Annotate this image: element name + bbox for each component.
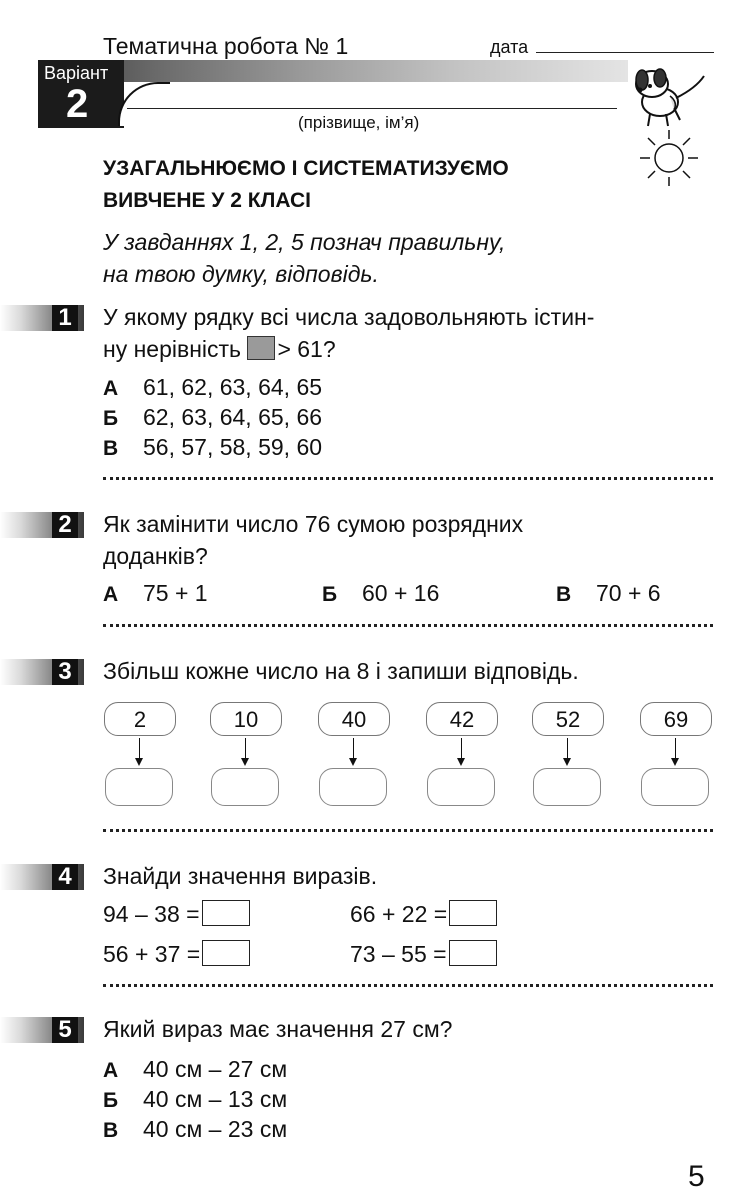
task-4-number: 4 [52,864,78,890]
option-letter: А [103,377,119,400]
number-box: 52 [532,702,604,736]
separator [103,984,713,987]
task-2-question-line-1: Як замінити число 76 сумою розрядних [103,511,524,537]
option-letter: В [103,437,119,460]
option-text: 62, 63, 64, 65, 66 [143,404,323,430]
task-1-option-b[interactable] [103,404,322,431]
date-field-line[interactable] [536,52,714,53]
heading-line-1: УЗАГАЛЬНЮЄМО І СИСТЕМАТИЗУЄМО [103,157,509,180]
instruction [103,226,505,290]
number-box: 42 [426,702,498,736]
date-label: дата [490,37,529,57]
answer-box[interactable] [202,940,250,966]
number-box: 2 [104,702,176,736]
expression [103,900,250,928]
task-2-question-line-2: доданків? [103,543,208,569]
task-1-question-prefix: ну нерівність [103,336,242,362]
instruction-line-2: на твою думку, відповідь. [103,261,379,287]
task-5-option-b[interactable] [103,1086,287,1113]
expression-text: 66 + 22 = [350,901,448,927]
sun-icon [634,128,704,188]
task-3-badge [0,659,84,685]
header-band [38,60,628,82]
answer-box[interactable] [449,900,497,926]
option-letter: Б [103,1089,119,1112]
expression [350,900,497,928]
task-2-option-b[interactable] [322,580,439,607]
answer-box[interactable] [449,940,497,966]
task-5-option-a[interactable] [103,1056,287,1083]
task-3-question: Збільш кожне число на 8 і запиши відповідь. [103,658,579,684]
option-text: 40 см – 27 см [143,1056,288,1082]
option-text: 75 + 1 [143,580,208,606]
task-5-number: 5 [52,1017,78,1043]
answer-box[interactable] [641,768,709,806]
number-box: 10 [210,702,282,736]
option-text: 40 см – 13 см [143,1086,288,1112]
task-1-question-suffix: > 61? [277,336,336,362]
down-arrow-icon [353,738,354,764]
task-2-number: 2 [52,512,78,538]
down-arrow-icon [567,738,568,764]
down-arrow-icon [139,738,140,764]
answer-box[interactable] [202,900,250,926]
answer-box[interactable] [319,768,387,806]
option-letter: В [556,583,572,606]
task-1-option-c[interactable] [103,434,322,461]
option-text: 61, 62, 63, 64, 65 [143,374,323,400]
section-heading [103,153,509,217]
separator [103,477,713,480]
task-5-option-c[interactable] [103,1116,287,1143]
separator [103,624,713,627]
task-1-question-line-1: У якому рядку всі числа задовольняють істин- [103,304,595,330]
puppy-icon [630,58,712,130]
task-1-number: 1 [52,305,78,331]
page-number: 5 [688,1160,705,1193]
task-2-option-a[interactable] [103,580,208,607]
option-text: 56, 57, 58, 59, 60 [143,434,323,460]
down-arrow-icon [675,738,676,764]
task-5-badge [0,1017,84,1043]
instruction-line-1: У завданнях 1, 2, 5 познач правильну, [103,229,506,255]
number-box: 69 [640,702,712,736]
task-3-number: 3 [52,659,78,685]
task-1-option-a[interactable] [103,374,322,401]
task-2-badge [0,512,84,538]
work-title: Тематична робота № 1 [103,33,349,59]
answer-box[interactable] [105,768,173,806]
expression [350,940,497,968]
option-letter: А [103,1059,119,1082]
answer-box[interactable] [533,768,601,806]
option-letter: Б [103,407,119,430]
option-text: 60 + 16 [362,580,440,606]
expression-text: 94 – 38 = [103,901,200,927]
task-4-question: Знайди значення виразів. [103,863,378,889]
expression-text: 73 – 55 = [350,941,447,967]
option-letter: В [103,1119,119,1142]
separator [103,829,713,832]
task-1-badge [0,305,84,331]
task-2-option-c[interactable] [556,580,661,607]
name-field-corner [118,82,170,126]
option-text: 40 см – 23 см [143,1116,288,1142]
variant-number: 2 [66,82,89,126]
option-text: 70 + 6 [596,580,661,606]
heading-line-2: ВИВЧЕНЕ У 2 КЛАСІ [103,189,312,212]
variant-label: Варіант [44,63,109,83]
answer-box[interactable] [211,768,279,806]
down-arrow-icon [461,738,462,764]
task-1-question [103,301,594,365]
expression-text: 56 + 37 = [103,941,201,967]
option-letter: Б [322,583,338,606]
task-4-badge [0,864,84,890]
task-2-question [103,508,523,572]
down-arrow-icon [245,738,246,764]
answer-box[interactable] [427,768,495,806]
task-5-question: Який вираз має значення 27 см? [103,1016,453,1042]
name-caption: (прізвище, ім’я) [298,113,420,132]
name-field-line[interactable] [127,108,617,109]
task-1-question-line-2 [103,333,594,365]
expression [103,940,250,968]
option-letter: А [103,583,119,606]
unknown-number-box [247,336,275,360]
number-box: 40 [318,702,390,736]
